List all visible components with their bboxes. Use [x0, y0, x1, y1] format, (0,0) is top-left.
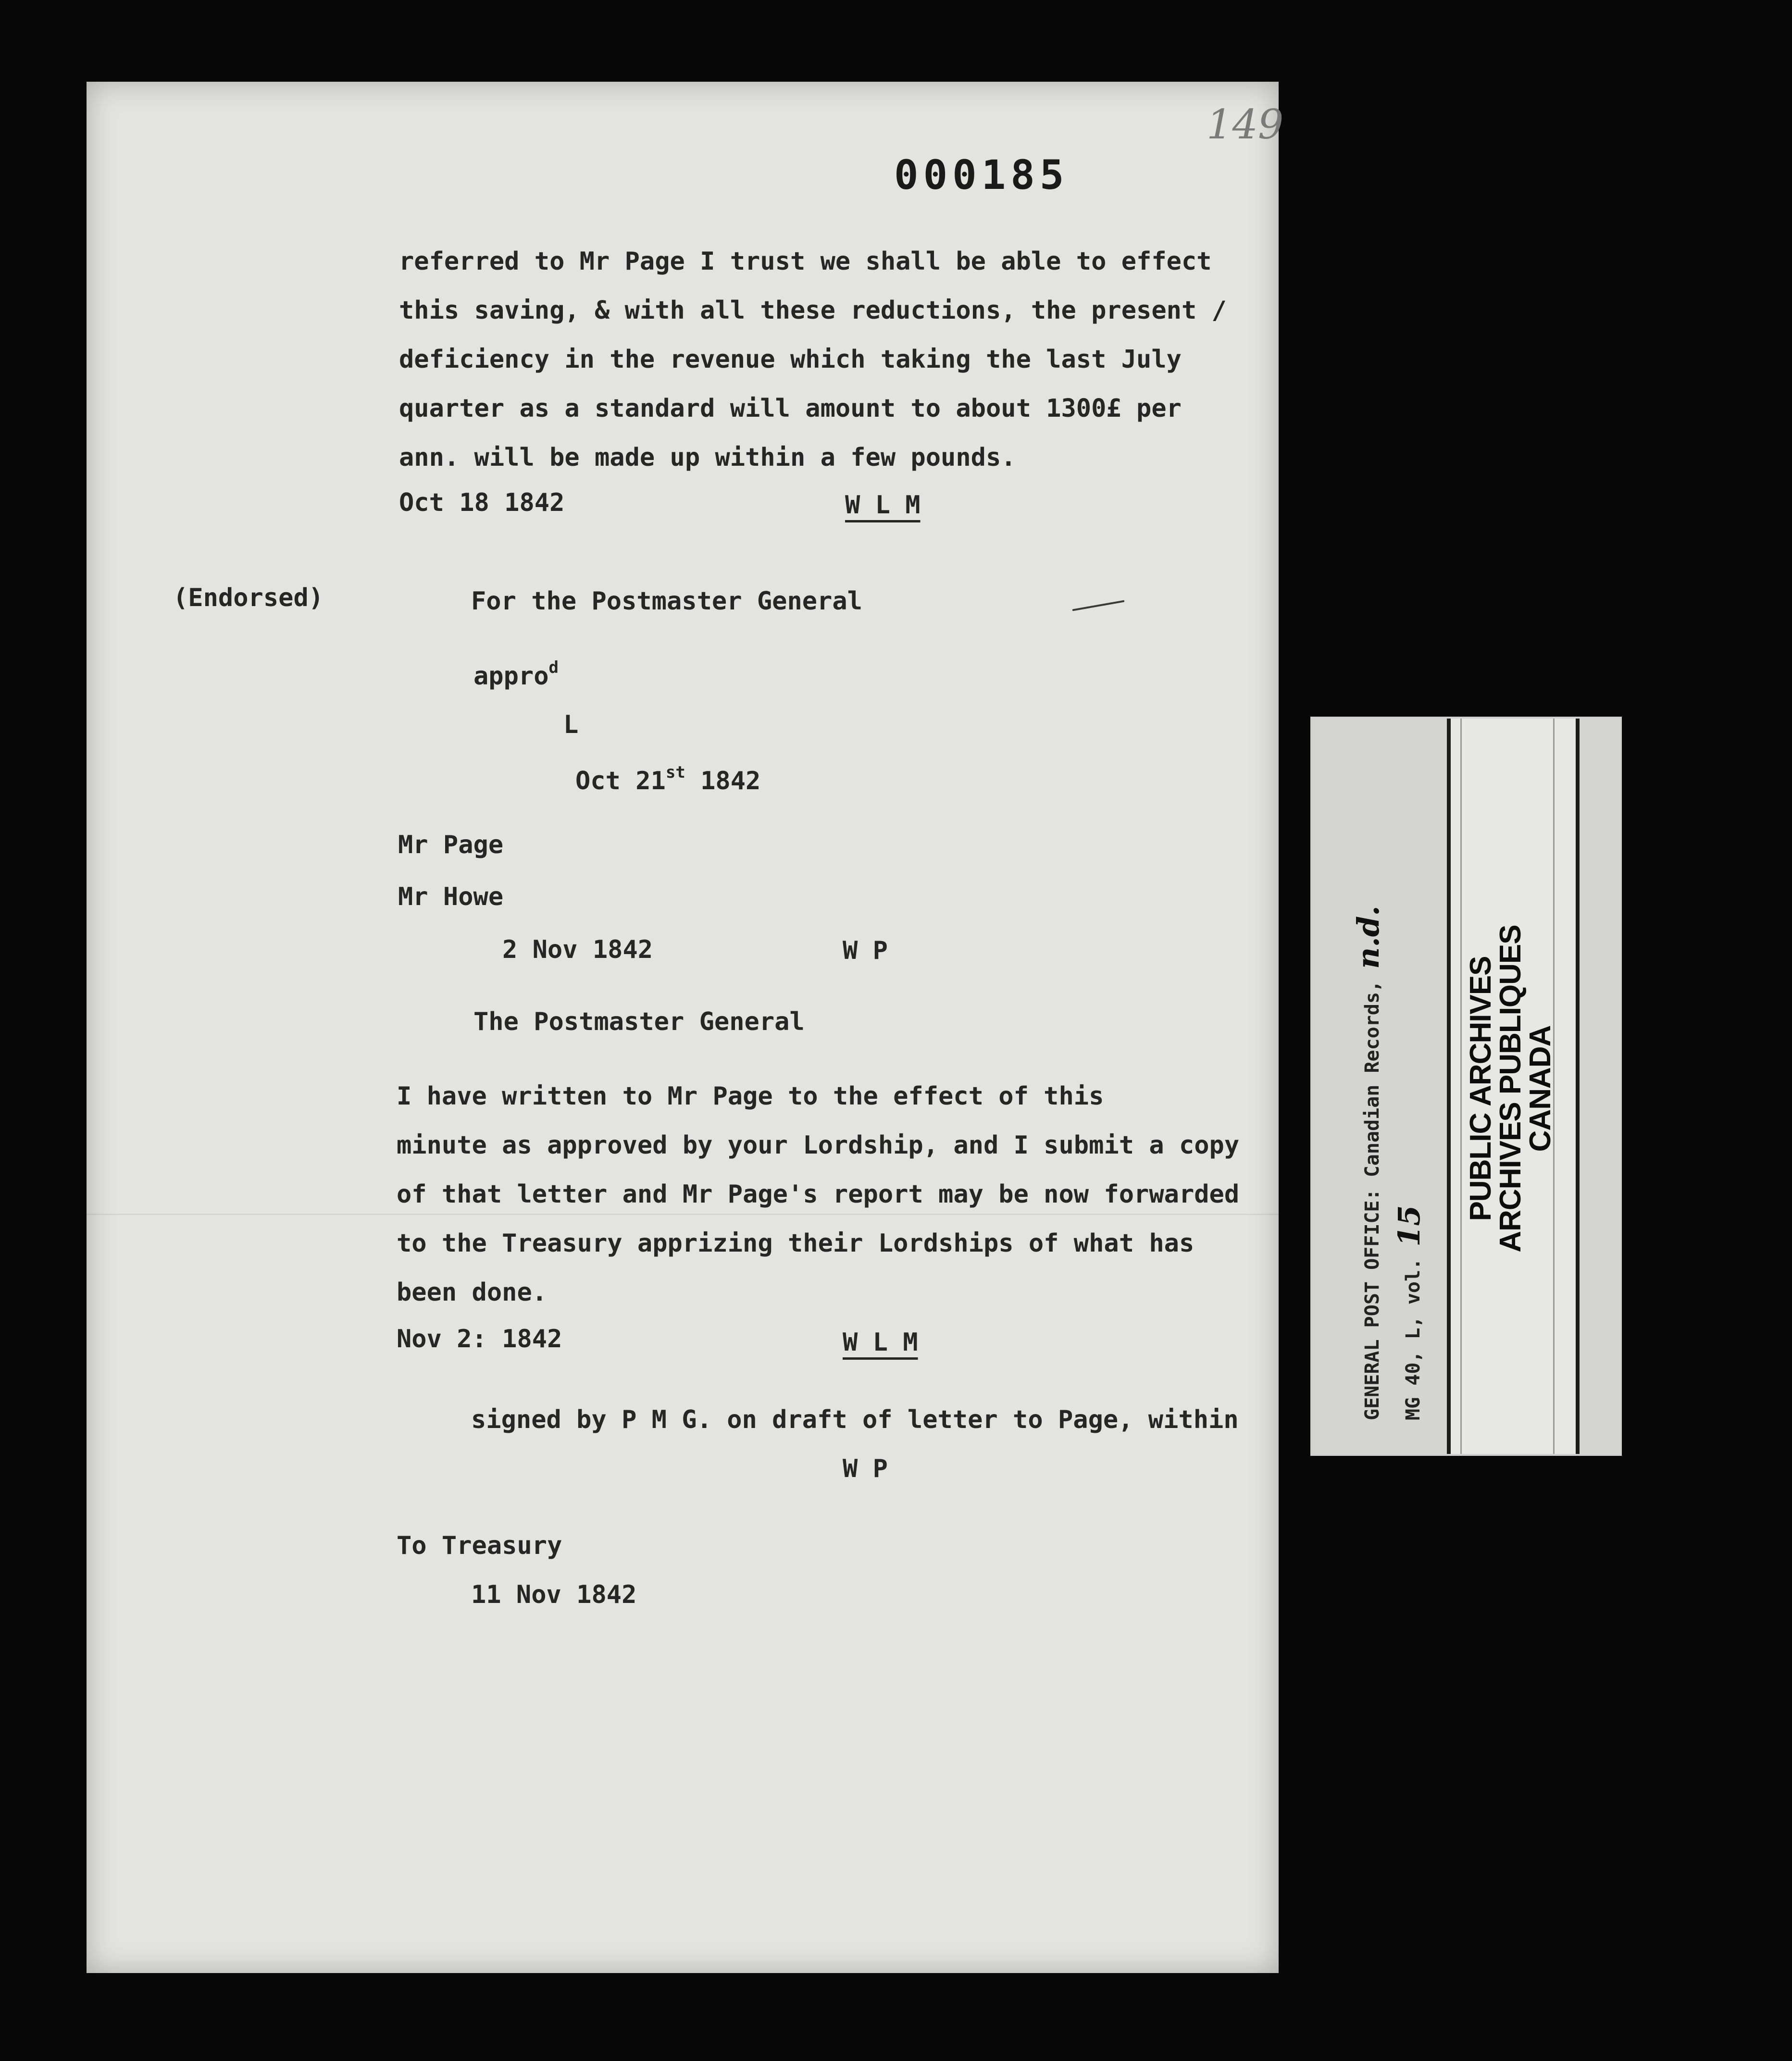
referral-name: Mr Howe [398, 882, 504, 911]
date-line: 11 Nov 1842 [471, 1580, 637, 1609]
forwarding-note: To Treasury [397, 1531, 562, 1560]
archive-volume-line: MG 40, L, vol. 15 [1392, 1205, 1427, 1420]
initials-signature: W P [843, 936, 888, 965]
endorsement-recipient: For the Postmaster General [471, 587, 862, 616]
initials-signature: W L M [845, 491, 921, 520]
initials-signature: W L M [843, 1328, 918, 1357]
date-line: Nov 2: 1842 [397, 1325, 562, 1353]
signed-note: signed by P M G. on draft of letter to Page, within [471, 1405, 1239, 1434]
text-line: been done. [397, 1278, 548, 1307]
date-line: 2 Nov 1842 [502, 935, 653, 964]
archives-stamp-line: ARCHIVES PUBLIQUES [1494, 925, 1527, 1253]
text-line: this saving, & with all these reductions, the present / [399, 296, 1227, 325]
text-line: quarter as a standard will amount to about 1300£ per [399, 394, 1182, 423]
text-line: minute as approved by your Lordship, and I submit a copy [397, 1131, 1240, 1160]
text-line: of that letter and Mr Page's report may be now forwarded [397, 1180, 1240, 1209]
archives-stamp-line: PUBLIC ARCHIVES [1464, 956, 1497, 1221]
salutation: The Postmaster General [473, 1007, 805, 1036]
endorsed-label: (Endorsed) [173, 584, 324, 612]
text-line: deficiency in the revenue which taking the last July [399, 345, 1182, 374]
text-line: I have written to Mr Page to the effect of this [397, 1082, 1104, 1111]
text-line: to the Treasury apprizing their Lordships of what has [397, 1229, 1195, 1258]
approval-date: Oct 21st 1842 [575, 763, 761, 795]
referral-name: Mr Page [398, 831, 504, 859]
text-line: referred to Mr Page I trust we shall be able to effect [399, 247, 1212, 276]
document-number-stamp: 000185 [894, 151, 1069, 199]
initials-signature: W P [843, 1454, 888, 1483]
approval-note: appro$^d$ [473, 658, 559, 691]
pen-mark [1072, 600, 1124, 611]
archive-record-line: GENERAL POST OFFICE: Canadian Records, n.d. [1351, 906, 1386, 1420]
date-line: Oct 18 1842 [399, 488, 565, 517]
document-page [87, 82, 1284, 1973]
fold-crease [87, 1214, 1279, 1215]
folio-number: 149 [1207, 101, 1284, 148]
text-line: ann. will be made up within a few pounds. [399, 443, 1016, 472]
archives-stamp-line: CANADA [1524, 1025, 1557, 1152]
approver-initial: L [563, 710, 579, 739]
archive-label [1312, 719, 1620, 1454]
